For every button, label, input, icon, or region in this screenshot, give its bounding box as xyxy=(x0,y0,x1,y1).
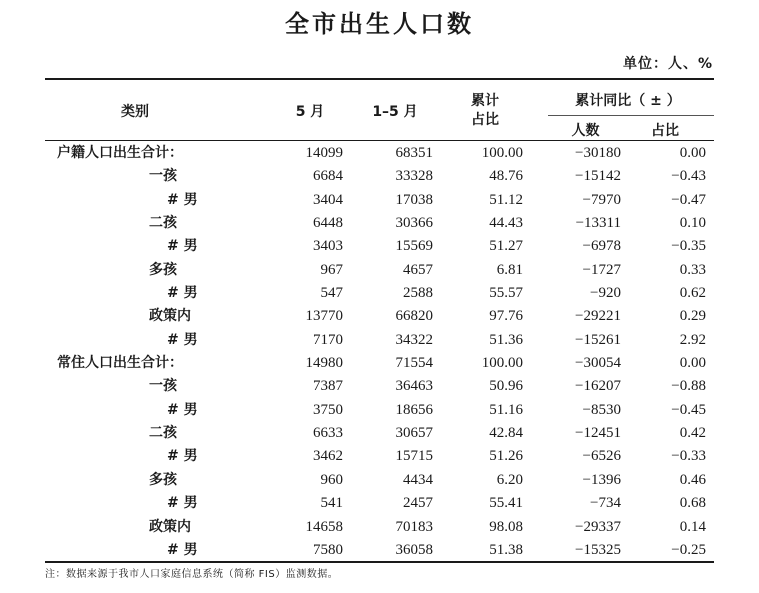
cell-may: 14099 xyxy=(305,145,343,161)
row-label: 一孩 xyxy=(149,168,177,185)
cell-cumulative-share: 6.81 xyxy=(496,261,523,278)
row-label: 多孩 xyxy=(149,471,177,488)
cell-yoy-people: −16207 xyxy=(575,378,621,395)
cell-cumulative-share: 100.00 xyxy=(481,145,523,161)
page-title: 全市出生人口数 xyxy=(285,9,474,38)
cell-yoy-people: −30054 xyxy=(575,355,621,372)
cell-may: 14658 xyxy=(305,518,343,535)
cell-jan-may: 71554 xyxy=(395,355,433,372)
cell-yoy-people: −1727 xyxy=(582,261,621,278)
cell-yoy-people: −6526 xyxy=(582,448,621,465)
header-share-line2: 占比 xyxy=(471,112,499,128)
cell-jan-may: 15569 xyxy=(395,238,433,255)
cell-yoy-people: −8530 xyxy=(582,401,621,418)
table-row xyxy=(45,165,714,188)
cell-cumulative-share: 97.76 xyxy=(489,308,523,325)
cell-yoy-people: −29337 xyxy=(575,518,621,535)
cell-jan-may: 68351 xyxy=(395,145,433,161)
cell-yoy-pct: 0.10 xyxy=(679,215,706,232)
table-row xyxy=(45,445,714,468)
table-row xyxy=(45,375,714,398)
cell-jan-may: 30657 xyxy=(395,425,433,442)
cell-yoy-people: −15142 xyxy=(575,168,621,185)
cell-yoy-pct: 0.00 xyxy=(679,145,706,161)
cell-may: 13770 xyxy=(305,308,343,325)
row-label: 政策内 xyxy=(149,308,191,325)
row-label: 二孩 xyxy=(149,215,177,232)
cell-may: 7170 xyxy=(313,331,343,348)
cell-yoy-pct: 0.62 xyxy=(679,285,706,302)
cell-yoy-pct: −0.88 xyxy=(671,378,706,395)
cell-jan-may: 17038 xyxy=(395,191,433,208)
cell-yoy-people: −15261 xyxy=(575,331,621,348)
cell-may: 967 xyxy=(320,261,343,278)
cell-jan-may: 4434 xyxy=(403,471,433,488)
cell-may: 14980 xyxy=(305,355,343,372)
cell-jan-may: 36463 xyxy=(395,378,433,395)
cell-yoy-pct: −0.45 xyxy=(671,401,706,418)
header-may: 5 月 xyxy=(295,104,325,120)
table-bottom-rule xyxy=(45,561,714,563)
cell-cumulative-share: 55.41 xyxy=(489,495,523,512)
table-row xyxy=(45,329,714,352)
cell-cumulative-share: 98.08 xyxy=(489,518,523,535)
cell-yoy-pct: 0.33 xyxy=(679,261,706,278)
cell-jan-may: 70183 xyxy=(395,518,433,535)
cell-yoy-pct: 0.29 xyxy=(679,308,706,325)
footnote: 注：数据来源于我市人口家庭信息系统（简称 FIS）监测数据。 xyxy=(45,569,339,580)
cell-jan-may: 2588 xyxy=(403,285,433,302)
cell-yoy-pct: 0.68 xyxy=(679,495,706,512)
table-row xyxy=(45,212,714,235)
cell-yoy-people: −920 xyxy=(590,285,621,302)
row-label: 多孩 xyxy=(149,261,177,278)
table-row xyxy=(45,469,714,492)
header-jan-may: 1–5 月 xyxy=(372,104,418,120)
table-row xyxy=(45,399,714,422)
cell-yoy-people: −30180 xyxy=(575,145,621,161)
cell-yoy-pct: 0.42 xyxy=(679,425,706,442)
cell-jan-may: 4657 xyxy=(403,261,433,278)
table-row xyxy=(45,282,714,305)
header-yoy-people: 人数 xyxy=(571,123,600,139)
table-row xyxy=(45,235,714,258)
cell-jan-may: 66820 xyxy=(395,308,433,325)
cell-may: 3403 xyxy=(313,238,343,255)
cell-yoy-pct: 2.92 xyxy=(679,331,706,348)
cell-yoy-pct: 0.46 xyxy=(679,471,706,488)
cell-cumulative-share: 51.27 xyxy=(489,238,523,255)
cell-cumulative-share: 48.76 xyxy=(489,168,523,185)
row-label: 常住人口出生合计： xyxy=(57,355,183,372)
cell-jan-may: 18656 xyxy=(395,401,433,418)
row-label: # 男 xyxy=(167,238,198,255)
row-label: 政策内 xyxy=(149,518,191,535)
cell-yoy-people: −12451 xyxy=(575,425,621,442)
cell-yoy-people: −7970 xyxy=(582,191,621,208)
row-label: # 男 xyxy=(167,331,198,348)
row-label: # 男 xyxy=(167,285,198,302)
table-row xyxy=(45,492,714,515)
table-row xyxy=(45,189,714,212)
table-top-rule xyxy=(45,78,714,80)
cell-may: 6684 xyxy=(313,168,343,185)
table-row xyxy=(45,516,714,539)
row-label: # 男 xyxy=(167,191,198,208)
cell-may: 6448 xyxy=(313,215,343,232)
cell-cumulative-share: 44.43 xyxy=(489,215,523,232)
row-label: # 男 xyxy=(167,401,198,418)
cell-cumulative-share: 51.38 xyxy=(489,541,523,558)
cell-jan-may: 2457 xyxy=(403,495,433,512)
cell-yoy-people: −13311 xyxy=(575,215,621,232)
row-label: 二孩 xyxy=(149,425,177,442)
cell-yoy-people: −734 xyxy=(590,495,621,512)
row-label: # 男 xyxy=(167,495,198,512)
cell-may: 7580 xyxy=(313,541,343,558)
cell-cumulative-share: 51.36 xyxy=(489,331,523,348)
header-yoy: 累计同比（ ± ） xyxy=(575,93,681,109)
row-label: 一孩 xyxy=(149,378,177,395)
cell-yoy-people: −15325 xyxy=(575,541,621,558)
cell-yoy-pct: 0.14 xyxy=(679,518,706,535)
cell-cumulative-share: 51.16 xyxy=(489,401,523,418)
cell-jan-may: 15715 xyxy=(395,448,433,465)
table-row xyxy=(45,422,714,445)
cell-yoy-pct: −0.25 xyxy=(671,541,706,558)
cell-jan-may: 34322 xyxy=(395,331,433,348)
cell-may: 3750 xyxy=(313,401,343,418)
cell-yoy-pct: −0.47 xyxy=(671,191,706,208)
cell-may: 3462 xyxy=(313,448,343,465)
cell-cumulative-share: 100.00 xyxy=(481,355,523,372)
cell-may: 960 xyxy=(320,471,343,488)
cell-jan-may: 30366 xyxy=(395,215,433,232)
table-row xyxy=(45,142,714,165)
unit-label: 单位：人、% xyxy=(622,56,713,72)
cell-cumulative-share: 51.26 xyxy=(489,448,523,465)
header-bottom-rule xyxy=(45,140,714,141)
table-row xyxy=(45,305,714,328)
cell-may: 547 xyxy=(320,285,343,302)
cell-jan-may: 33328 xyxy=(395,168,433,185)
cell-may: 541 xyxy=(320,495,343,512)
header-cumulative-share xyxy=(455,92,515,130)
cell-yoy-pct: −0.35 xyxy=(671,238,706,255)
table-row xyxy=(45,352,714,375)
cell-yoy-pct: −0.43 xyxy=(671,168,706,185)
cell-cumulative-share: 55.57 xyxy=(489,285,523,302)
cell-yoy-people: −29221 xyxy=(575,308,621,325)
row-label: # 男 xyxy=(167,541,198,558)
cell-cumulative-share: 6.20 xyxy=(496,471,523,488)
cell-may: 3404 xyxy=(313,191,343,208)
cell-yoy-people: −6978 xyxy=(582,238,621,255)
table-body xyxy=(45,142,714,562)
table-row xyxy=(45,259,714,282)
cell-may: 7387 xyxy=(313,378,343,395)
table-row xyxy=(45,539,714,562)
cell-yoy-pct: −0.33 xyxy=(671,448,706,465)
cell-may: 6633 xyxy=(313,425,343,442)
cell-cumulative-share: 51.12 xyxy=(489,191,523,208)
cell-cumulative-share: 42.84 xyxy=(489,425,523,442)
row-label: # 男 xyxy=(167,448,198,465)
cell-yoy-pct: 0.00 xyxy=(679,355,706,372)
header-category: 类别 xyxy=(121,104,149,120)
header-yoy-pct: 占比 xyxy=(651,123,679,139)
cell-yoy-people: −1396 xyxy=(582,471,621,488)
header-sub-rule xyxy=(548,115,714,116)
cell-jan-may: 36058 xyxy=(395,541,433,558)
cell-cumulative-share: 50.96 xyxy=(489,378,523,395)
row-label: 户籍人口出生合计： xyxy=(57,145,183,161)
header-share-line1: 累计 xyxy=(471,93,499,109)
